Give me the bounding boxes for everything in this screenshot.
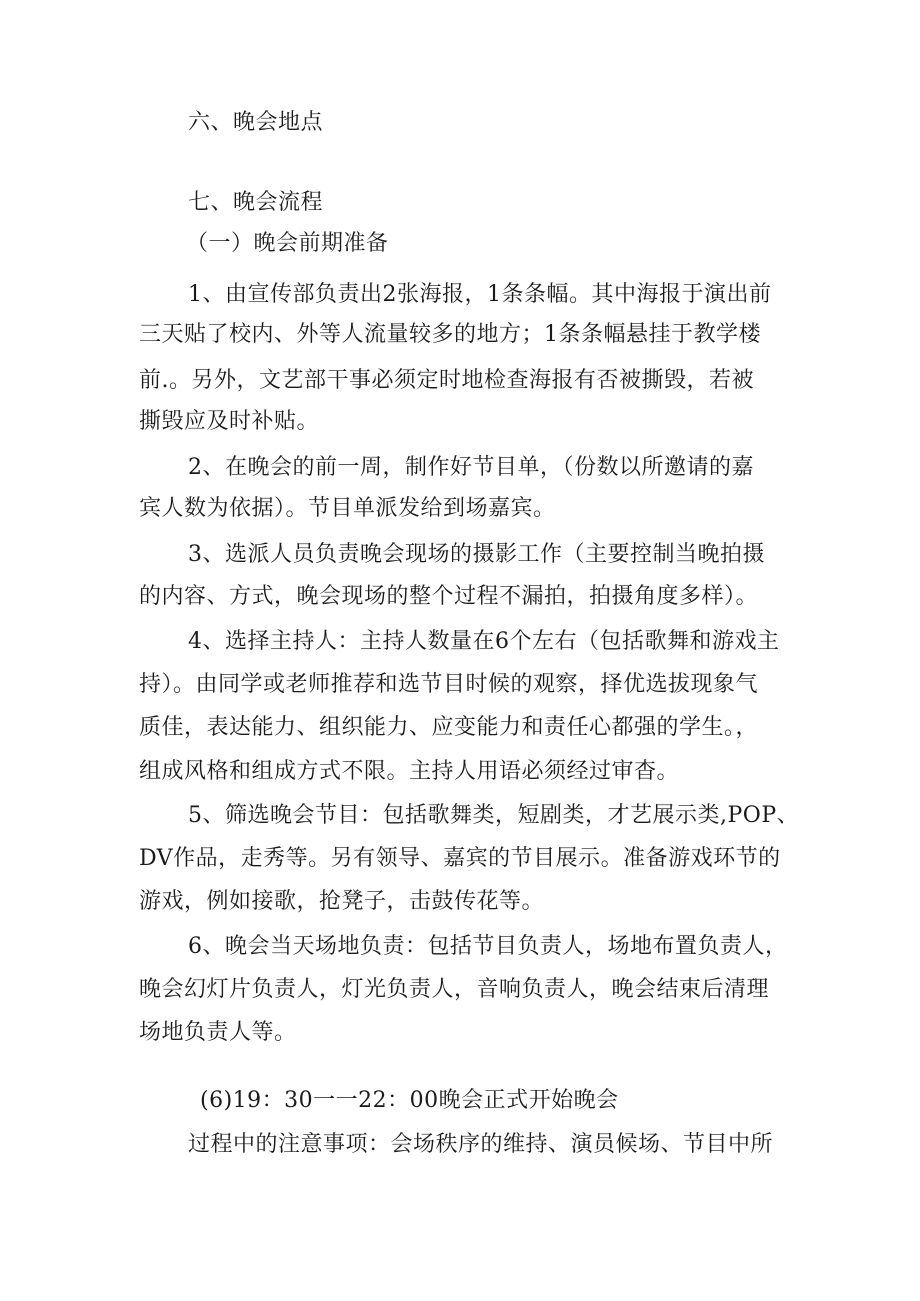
item-4-line-1: 4、选择主持人：主持人数量在6个左右（包括歌舞和游戏主 — [188, 629, 780, 654]
item-6-line-1: 6、晚会当天场地负责：包括节目负责人，场地布置负责人， — [188, 934, 788, 959]
item-2-line-2: 宾人数为依据）。节目单派发给到场嘉宾。 — [139, 496, 556, 521]
section-heading-venue: 六、晚会地点 — [188, 110, 324, 135]
item-6-line-2: 晚会幻灯片负责人，灯光负责人，音响负责人，晚会结束后清理 — [139, 977, 770, 1002]
item-4-line-4: 组成风格和组成方式不限。主持人用语必须经过审杳。 — [139, 759, 680, 784]
item-4-line-3: 质佳，表达能力、组织能力、应变能力和责任心都强的学生。， — [139, 715, 759, 740]
item-1-line-4: 撕毁应及时补贴。 — [139, 409, 320, 434]
item-1-line-1: 1、由宣传部负责出2张海报，1条条幅。其中海报于演出前 — [188, 282, 772, 307]
item-5-line-1: 5、筛选晚会节目：包括歌舞类，短剧类，才艺展示类,POP、 — [188, 803, 800, 828]
item-4-line-2: 持）。由同学或老师推荐和选节目时候的观察，择优选拔现象气 — [139, 672, 759, 697]
item-6-line-3: 场地负责人等。 — [139, 1020, 297, 1045]
item-3-line-1: 3、选派人员负责晚会现场的摄影工作（主要控制当晚拍摄 — [188, 542, 765, 567]
schedule-line: (6)19：30一一22：00晚会正式开始晚会 — [200, 1088, 619, 1113]
section-heading-program-flow: 七、晚会流程 — [188, 190, 324, 215]
item-1-line-2: 三天贴了校内、外等人流量较多的地方；1条条幅悬挂于教学楼 — [139, 322, 761, 347]
item-5-line-3: 游戏，例如接歌，抢凳子，击鼓传花等。 — [139, 889, 545, 914]
item-1-line-3: 前.。另外，文艺部干事必须定时地检查海报有否被撕毁，若被 — [139, 368, 754, 393]
item-5-line-2: DV作品，走秀等。另有领导、嘉宾的节目展示。准备游戏环节的 — [139, 846, 781, 871]
item-2-line-1: 2、在晚会的前一周，制作好节目单，（份数以所邀请的嘉 — [188, 455, 754, 480]
item-3-line-2: 的内容、方式，晚会现场的整个过程不漏拍，拍摄角度多样）。 — [139, 584, 759, 609]
subheading-preparation: （一）晚会前期准备 — [186, 231, 389, 256]
notes-line: 过程中的注意事项：会场秩序的维持、演员候场、节目中所 — [188, 1132, 774, 1157]
